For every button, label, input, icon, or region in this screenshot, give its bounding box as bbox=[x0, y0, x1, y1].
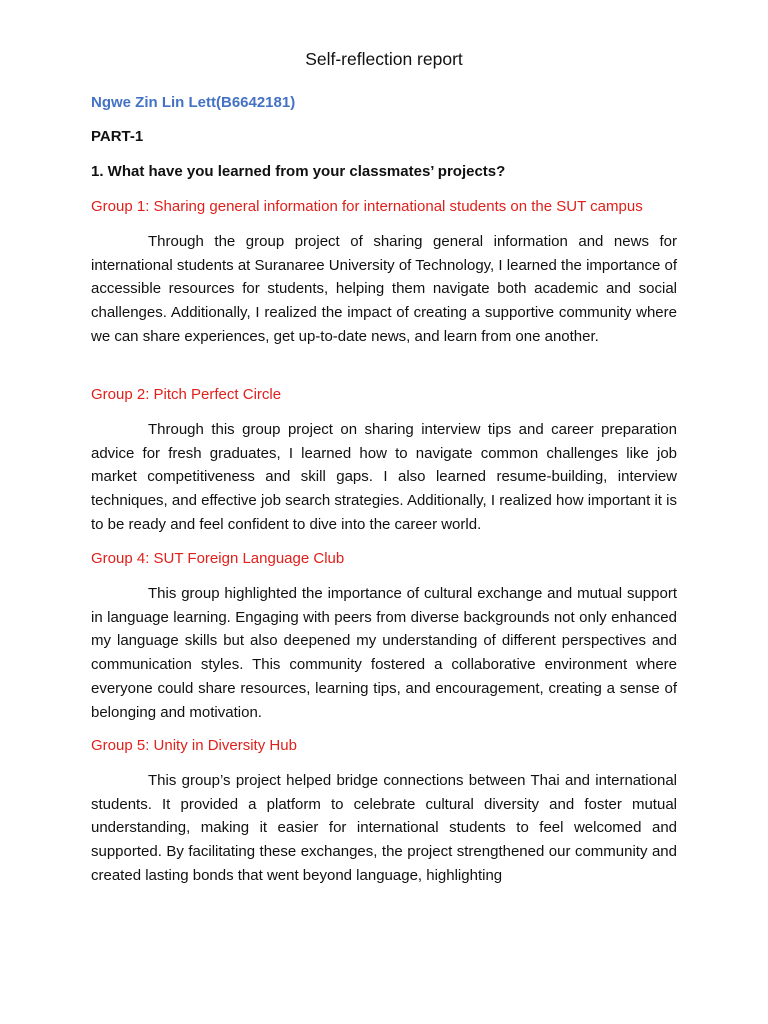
group-2-heading: Group 2: Pitch Perfect Circle bbox=[91, 386, 282, 403]
group-1-paragraph: Through the group project of sharing general information and news for international students at Suranaree University of Technology, I learned the importance of accessible resources for students, helping them navigate both academic and social challenges. Additionally, I realized the impact of creating a supportive community where we can share experiences, get up-to-date news, and learn from one another. bbox=[91, 233, 677, 345]
group-4-heading: Group 4: SUT Foreign Language Club bbox=[91, 550, 345, 567]
author-name: Ngwe Zin Lin Lett(B6642181) bbox=[91, 94, 296, 111]
group-1-heading: Group 1: Sharing general information for international students on the SUT campus bbox=[91, 198, 643, 215]
question-heading: 1. What have you learned from your classmates’ projects? bbox=[91, 163, 506, 180]
group-4-paragraph: This group highlighted the importance of cultural exchange and mutual support in language learning. Engaging with peers from diverse backgrounds not only enhanced my language skills but also deepened my understanding of different perspectives and communication styles. This community fostered a collaborative environment where everyone could share resources, learning tips, and encouragement, creating a sense of belonging and motivation. bbox=[91, 585, 677, 721]
part-heading: PART-1 bbox=[91, 128, 144, 145]
group-2-paragraph: Through this group project on sharing interview tips and career preparation advice for fresh graduates, I learned how to navigate common challenges like job market competitiveness and skill gaps. I also learned resume-building, interview techniques, and effective job search strategies. Additionally, I realized how important it is to be ready and feel confident to dive into the career world. bbox=[91, 421, 677, 533]
group-5-paragraph: This group’s project helped bridge connections between Thai and international students. It provided a platform to celebrate cultural diversity and foster mutual understanding, making it easier for international students to feel welcomed and supported. By facilitating these exchanges, the project strengthened our community and created lasting bonds that went beyond language, highlighting bbox=[91, 772, 677, 884]
group-5-heading: Group 5: Unity in Diversity Hub bbox=[91, 737, 297, 754]
document-title: Self-reflection report bbox=[305, 49, 463, 69]
